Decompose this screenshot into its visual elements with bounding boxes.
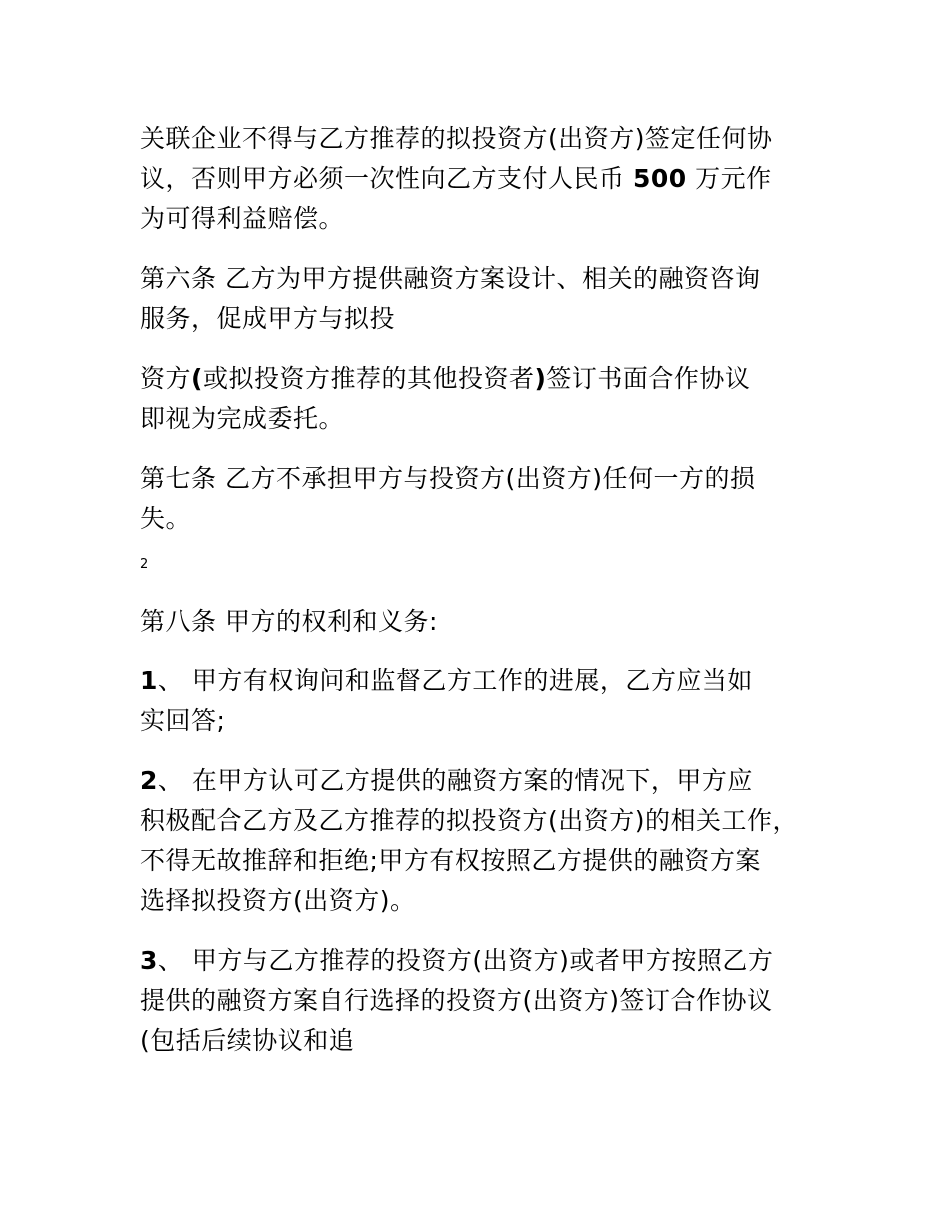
item1-separator: 、 xyxy=(157,666,192,695)
article6-line3-pre: 资方 xyxy=(140,364,192,393)
page-number: 2 xyxy=(140,557,149,572)
article7-line1: 第七条 乙方不承担甲方与投资方(出资方)任何一方的损 xyxy=(140,464,756,493)
article8-item2-line1 xyxy=(140,764,753,798)
item1-text: 甲方有权询问和监督乙方工作的进展，乙方应当如 xyxy=(191,666,753,695)
article8-item1-line2: 实回答; xyxy=(140,706,226,735)
item3-separator: 、 xyxy=(157,946,192,975)
item3-number: 3 xyxy=(140,946,158,975)
article7-line2: 失。 xyxy=(140,504,192,533)
article8-item1-line1 xyxy=(140,664,753,698)
article8-item2-line4: 选择拟投资方(出资方)。 xyxy=(140,886,416,915)
article6-line1: 第六条 乙方为甲方提供融资方案设计、相关的融资咨询 xyxy=(140,264,761,293)
item2-number: 2 xyxy=(140,766,158,795)
para1-line2 xyxy=(140,162,772,196)
article8-heading: 第八条 甲方的权利和义务: xyxy=(140,607,438,636)
para1-line2-pre: 议，否则甲方必须一次性向乙方支付人民币 xyxy=(140,164,633,193)
para1-line3: 为可得利益赔偿。 xyxy=(140,204,345,233)
article6-line2: 服务，促成甲方与拟投 xyxy=(140,304,396,333)
article8-item3-line2: 提供的融资方案自行选择的投资方(出资方)签订合作协议 xyxy=(140,986,773,1015)
item3-text: 甲方与乙方推荐的投资方(出资方)或者甲方按照乙方 xyxy=(191,946,774,975)
article6-paren-open: ( xyxy=(191,364,203,393)
para1-line2-post: 万元作 xyxy=(686,164,772,193)
penalty-amount: 500 xyxy=(632,164,687,193)
item1-number: 1 xyxy=(140,666,158,695)
item2-separator: 、 xyxy=(157,766,192,795)
article8-item3-line1 xyxy=(140,944,773,978)
article6-line3 xyxy=(140,362,750,396)
article6-paren-close: ) xyxy=(534,364,547,393)
article6-line4: 即视为完成委托。 xyxy=(140,404,345,433)
article8-item2-line3: 不得无故推辞和拒绝;甲方有权按照乙方提供的融资方案 xyxy=(140,846,761,875)
article8-item3-line3: (包括后续协议和追 xyxy=(140,1026,355,1055)
item2-text: 在甲方认可乙方提供的融资方案的情况下，甲方应 xyxy=(191,766,753,795)
article8-item2-line2: 积极配合乙方及乙方推荐的拟投资方(出资方)的相关工作， xyxy=(140,806,799,835)
para1-line1: 关联企业不得与乙方推荐的拟投资方(出资方)签定任何协 xyxy=(140,124,773,153)
article6-line3-post: 签订书面合作协议 xyxy=(546,364,751,393)
article6-line3-mid: 或拟投资方推荐的其他投资者 xyxy=(202,364,535,393)
